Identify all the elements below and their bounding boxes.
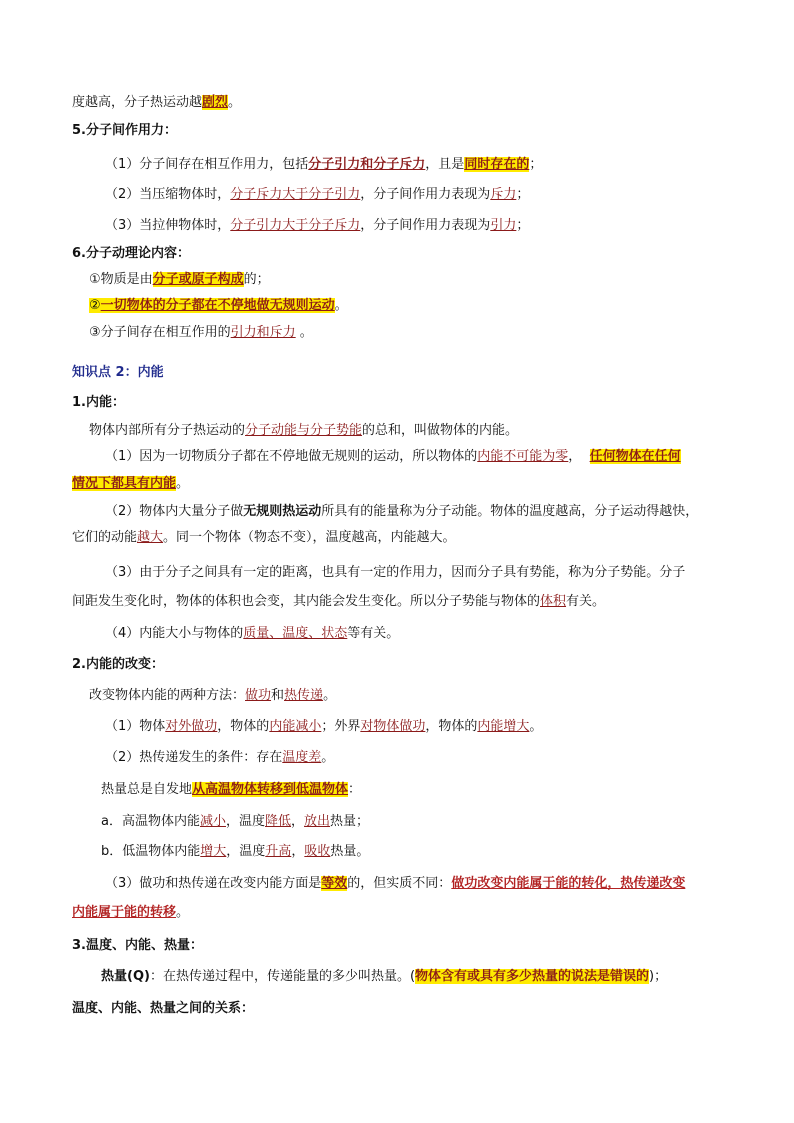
section-2-item-3-line-2 (72, 903, 189, 923)
underline-term: 内能不可能为零 (477, 449, 569, 464)
text: 热量； (330, 814, 370, 829)
text: ，温度 (226, 844, 266, 859)
text: 度越高，分子热运动越 (72, 95, 203, 110)
underline-term: 斥力 (490, 187, 517, 202)
section-2-item-1 (105, 717, 542, 737)
highlight-term: 物体含有或具有多少热量的说法是错误的 (415, 969, 650, 984)
text: ，物体的 (217, 719, 270, 734)
underline-term: 分子引力大于分子斥力 (230, 218, 361, 233)
text: 有关。 (566, 594, 606, 609)
text: 改变物体内能的两种方法： (89, 688, 246, 703)
underline-term: 减小 (199, 814, 226, 829)
text: a．高温物体内能 (101, 814, 200, 829)
section-2-methods (89, 686, 336, 706)
section-1-item-1-line-2 (72, 474, 189, 494)
heat-transfer-a (101, 812, 369, 832)
text: 间距发生变化时，物体的体积也会变，其内能会发生变化。所以分子势能与物体的 (72, 594, 541, 609)
highlight-term: 剧烈 (202, 95, 229, 110)
highlight-term: 一切物体的分子都在不停地做无规则运动 (100, 298, 335, 313)
text: 它们的动能 (72, 530, 138, 545)
section-5-title: 5.分子间作用力： (72, 123, 177, 138)
text: 。 (176, 905, 190, 920)
text: 。 (334, 298, 348, 313)
underline-term: 分子斥力大于分子引力 (230, 187, 361, 202)
line-heat-motion (72, 93, 241, 113)
bold-term: 热量(Q) (101, 969, 150, 984)
section-5-item-1 (105, 155, 542, 175)
highlight-term: 分子或原子构成 (152, 272, 244, 287)
section-1-item-4 (105, 624, 399, 644)
section-6-title: 6.分子动理论内容： (72, 246, 190, 261)
text: （3）当拉伸物体时， (105, 218, 231, 233)
text: ③分子间存在相互作用的 (89, 325, 231, 340)
underline-term: 增大 (200, 844, 227, 859)
text: ： (348, 782, 362, 797)
text: 的总和，叫做物体的内能。 (362, 423, 519, 438)
text: 。 (321, 750, 335, 765)
internal-energy-definition (89, 421, 518, 441)
text: 物体内部所有分子热运动的 (89, 423, 246, 438)
underline-term: 分子动能与分子势能 (245, 423, 363, 438)
text: 热量总是自发地 (101, 782, 193, 797)
section-5-item-3 (105, 216, 529, 236)
highlight-term: 情况下都具有内能 (72, 476, 177, 491)
text: ， (291, 844, 305, 859)
text: 等有关。 (347, 626, 400, 641)
text: ， (568, 449, 582, 464)
text: ；外界 (321, 719, 361, 734)
text: （2）热传递发生的条件：存在 (105, 750, 283, 765)
text: （3）由于分子之间具有一定的距离，也具有一定的作用力，因而分子具有势能，称为分子势能。分子 (105, 565, 686, 580)
text: ，分子间作用力表现为 (360, 218, 491, 233)
underline-term: 内能增大 (477, 719, 530, 734)
underline-term: 对外做功 (165, 719, 218, 734)
section-2-title: 2.内能的改变： (72, 657, 164, 672)
text: ：在热传递过程中，传递能量的多少叫热量。( (149, 969, 416, 984)
section-6-item-2 (89, 296, 348, 316)
underline-term: 吸收 (304, 844, 331, 859)
text: 的，但实质不同： (347, 876, 452, 891)
text: ①物质是由 (89, 272, 153, 287)
underline-term: 做功 (245, 688, 272, 703)
section-1-item-1-line-1 (105, 447, 681, 467)
text: 。 (228, 95, 242, 110)
heat-transfer-direction (101, 780, 361, 800)
text: b．低温物体内能 (101, 844, 201, 859)
text: （1）因为一切物质分子都在不停地做无规则的运动，所以物体的 (105, 449, 478, 464)
underline-term: 热传递 (284, 688, 324, 703)
text: （1）分子间存在相互作用力，包括 (105, 157, 309, 172)
text: （2）物体内大量分子做 (105, 504, 244, 519)
text: 和 (271, 688, 285, 703)
knowledge-point-2-title: 知识点 2：内能 (72, 365, 164, 380)
section-5-item-2 (105, 185, 529, 205)
emphasis-term: 内能属于能的转移 (72, 905, 177, 920)
text: ，温度 (225, 814, 265, 829)
text: 的； (243, 272, 270, 287)
text: ； (516, 187, 530, 202)
heat-definition (101, 967, 667, 987)
relationship-title: 温度、内能、热量之间的关系： (72, 1001, 255, 1016)
text: 。 (529, 719, 543, 734)
section-1-item-2-line-1 (105, 502, 698, 522)
heat-transfer-b (101, 842, 369, 862)
underline-term: 引力和斥力 (230, 325, 296, 340)
text: ； (529, 157, 543, 172)
text: ，且是 (425, 157, 465, 172)
section-1-title: 1.内能： (72, 395, 125, 410)
text: ，物体的 (425, 719, 478, 734)
underline-term: 温度差 (282, 750, 322, 765)
section-6-item-3 (89, 323, 313, 343)
text: ； (516, 218, 530, 233)
underline-term: 内能减小 (269, 719, 322, 734)
underline-term: 引力 (490, 218, 517, 233)
text: 。 (176, 476, 190, 491)
highlight-term: 从高温物体转移到低温物体 (192, 782, 349, 797)
section-1-item-3-line-1 (105, 563, 685, 583)
underline-term: 对物体做功 (360, 719, 426, 734)
underline-term: 放出 (304, 814, 331, 829)
emphasis-term: 做功改变内能属于能的转化，热传递改变 (451, 876, 686, 891)
text: （1）物体 (105, 719, 166, 734)
text: （2）当压缩物体时， (105, 187, 231, 202)
underline-term: 分子引力和分子斥力 (308, 157, 426, 172)
text: 所具有的能量称为分子动能。物体的温度越高，分子运动得越快， (321, 504, 699, 519)
highlight-term: 同时存在的 (464, 157, 530, 172)
text: )； (649, 969, 668, 984)
section-1-item-2-line-2 (72, 528, 456, 548)
section-2-item-3-line-1 (105, 874, 685, 894)
bold-term: 无规则热运动 (243, 504, 322, 519)
text: （4）内能大小与物体的 (105, 626, 244, 641)
underline-term: 降低 (265, 814, 292, 829)
section-3-title: 3.温度、内能、热量： (72, 938, 203, 953)
highlight-term: 任何物体在任何 (589, 449, 681, 464)
text: 。同一个物体（物态不变），温度越高，内能越大。 (163, 530, 456, 545)
text: 。 (323, 688, 337, 703)
underline-term: 体积 (540, 594, 567, 609)
text: （3）做功和热传递在改变内能方面是 (105, 876, 322, 891)
section-1-item-3-line-2 (72, 592, 605, 612)
highlight-term: 等效 (321, 876, 348, 891)
text: ② (89, 298, 101, 313)
section-6-item-1 (89, 270, 270, 290)
text: 热量。 (330, 844, 370, 859)
section-2-item-2 (105, 748, 334, 768)
text: 。 (295, 325, 313, 340)
underline-term: 越大 (137, 530, 164, 545)
text: ， (291, 814, 305, 829)
underline-term: 升高 (265, 844, 292, 859)
underline-term: 质量、温度、状态 (243, 626, 348, 641)
text: ，分子间作用力表现为 (360, 187, 491, 202)
